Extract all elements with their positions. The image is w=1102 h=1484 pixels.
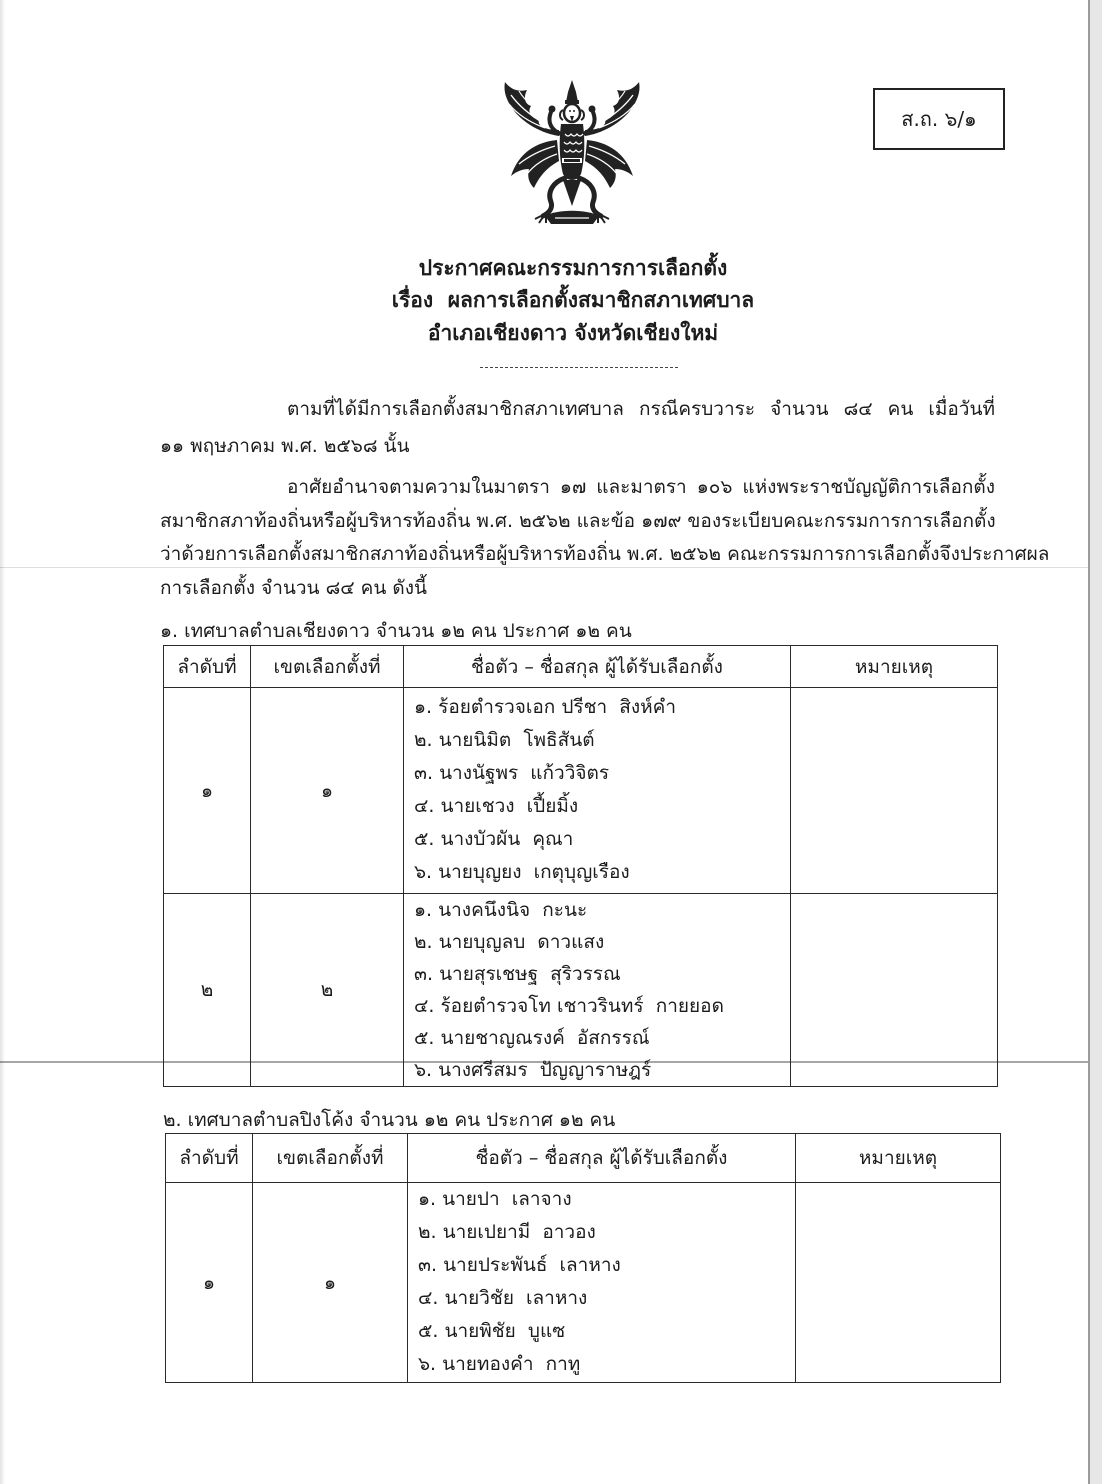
- paragraph-line: ว่าด้วยการเลือกตั้งสมาชิกสภาท้องถิ่นหรือผู้บริหารท้องถิ่น พ.ศ. ๒๕๖๒ คณะกรรมการการเลือกตั้งจึงประกาศผล: [160, 543, 1050, 565]
- paragraph-line: อาศัยอำนาจตามความในมาตรา ๑๗ และมาตรา ๑๐๖ แห่งพระราชบัญญัติการเลือกตั้ง: [287, 476, 995, 498]
- column-header-names: ชื่อตัว – ชื่อสกุล ผู้ได้รับเลือกตั้ง: [408, 1134, 796, 1183]
- names-cell: [408, 1183, 796, 1383]
- district-cell: ๒: [251, 894, 404, 1087]
- district-cell: ๑: [253, 1183, 408, 1383]
- note-cell: [791, 894, 998, 1087]
- table-header-row: [164, 646, 998, 688]
- column-header-order: ลำดับที่: [166, 1134, 253, 1183]
- elected-name: ๔. ร้อยตำรวจโท เชาวรินทร์ กายยอด: [414, 995, 724, 1017]
- order-cell: ๑: [164, 688, 251, 894]
- names-cell: [404, 688, 791, 894]
- column-header-names: ชื่อตัว – ชื่อสกุล ผู้ได้รับเลือกตั้ง: [404, 646, 791, 688]
- elected-name: ๔. นายวิชัย เลาหาง: [418, 1287, 588, 1309]
- elected-name: ๑. นางคนึงนิจ กะนะ: [414, 899, 588, 921]
- elected-name: ๒. นายเปยามี อาวอง: [418, 1221, 596, 1243]
- scan-edge-left: [0, 0, 5, 1484]
- elected-name: ๓. นางนัฐพร แก้ววิจิตร: [414, 762, 610, 784]
- elected-name: ๕. นางบัวผัน คุณา: [414, 828, 574, 850]
- elected-name: ๒. นายนิมิต โพธิสันต์: [414, 729, 595, 751]
- elected-name: ๕. นายพิชัย บูแซ: [418, 1320, 566, 1342]
- elected-names-list: [408, 1183, 795, 1381]
- elected-names-list: [404, 894, 790, 1086]
- table-row: [164, 894, 998, 1087]
- elected-name: ๑. นายปา เลาจาง: [418, 1188, 572, 1210]
- note-cell: [791, 688, 998, 894]
- paragraph-line: ๑๑ พฤษภาคม พ.ศ. ๒๕๖๘ นั้น: [160, 435, 410, 457]
- elected-name: ๒. นายบุญลบ ดาวแสง: [414, 931, 605, 953]
- section-title-pingkhong: ๒. เทศบาลตำบลปิงโค้ง จำนวน ๑๒ คน ประกาศ ๑๒ คน: [163, 1109, 616, 1131]
- elected-name: ๕. นายชาญณรงค์ อัสกรรณ์: [414, 1027, 650, 1049]
- district-cell: ๑: [251, 688, 404, 894]
- elected-name: ๖. นายบุญยง เกตุบุญเรือง: [414, 861, 630, 883]
- paragraph-line: ตามที่ได้มีการเลือกตั้งสมาชิกสภาเทศบาล กรณีครบวาระ จำนวน ๘๔ คน เมื่อวันที่: [287, 398, 995, 420]
- announcement-location: อำเภอเชียงดาว จังหวัดเชียงใหม่: [427, 321, 719, 345]
- column-header-order: ลำดับที่: [164, 646, 251, 688]
- scan-edge-right: [1088, 0, 1102, 1484]
- column-header-district: เขตเลือกตั้งที่: [251, 646, 404, 688]
- garuda-emblem-icon: [497, 78, 647, 226]
- column-header-note: หมายเหตุ: [791, 646, 998, 688]
- elected-name: ๖. นายทองคำ กาทู: [418, 1353, 581, 1375]
- names-cell: [404, 894, 791, 1087]
- elected-names-list: [404, 688, 790, 889]
- results-table-chiangdao: [163, 645, 998, 1087]
- elected-name: ๓. นายสุรเชษฐ สุริวรรณ: [414, 963, 621, 985]
- elected-name: ๑. ร้อยตำรวจเอก ปรีชา สิงห์คำ: [414, 696, 677, 718]
- elected-name: ๔. นายเชวง เปี้ยมิ้ง: [414, 795, 579, 817]
- paragraph-line: การเลือกตั้ง จำนวน ๘๔ คน ดังนี้: [160, 577, 427, 599]
- elected-name: ๖. นางศรีสมร ปัญญาราษฎร์: [414, 1059, 652, 1081]
- fold-line: [0, 567, 1088, 568]
- column-header-note: หมายเหตุ: [796, 1134, 1001, 1183]
- results-table-pingkhong: [165, 1133, 1001, 1383]
- elected-name: ๓. นายประพันธ์ เลาหาง: [418, 1254, 621, 1276]
- table-row: [164, 688, 998, 894]
- order-cell: ๒: [164, 894, 251, 1087]
- section-title-chiangdao: ๑. เทศบาลตำบลเชียงดาว จำนวน ๑๒ คน ประกาศ ๑๒ คน: [160, 620, 632, 642]
- order-cell: ๑: [166, 1183, 253, 1383]
- announcement-subject: เรื่อง ผลการเลือกตั้งสมาชิกสภาเทศบาล: [391, 288, 755, 312]
- title-divider: [480, 367, 678, 368]
- form-code-box: ส.ถ. ๖/๑: [873, 88, 1005, 150]
- column-header-district: เขตเลือกตั้งที่: [253, 1134, 408, 1183]
- table-header-row: [166, 1134, 1001, 1183]
- announcement-title: ประกาศคณะกรรมการการเลือกตั้ง: [418, 256, 728, 280]
- paragraph-line: สมาชิกสภาท้องถิ่นหรือผู้บริหารท้องถิ่น พ.ศ. ๒๕๖๒ และข้อ ๑๗๙ ของระเบียบคณะกรรมการการเลือกตั้ง: [160, 510, 996, 532]
- table-row: [166, 1183, 1001, 1383]
- note-cell: [796, 1183, 1001, 1383]
